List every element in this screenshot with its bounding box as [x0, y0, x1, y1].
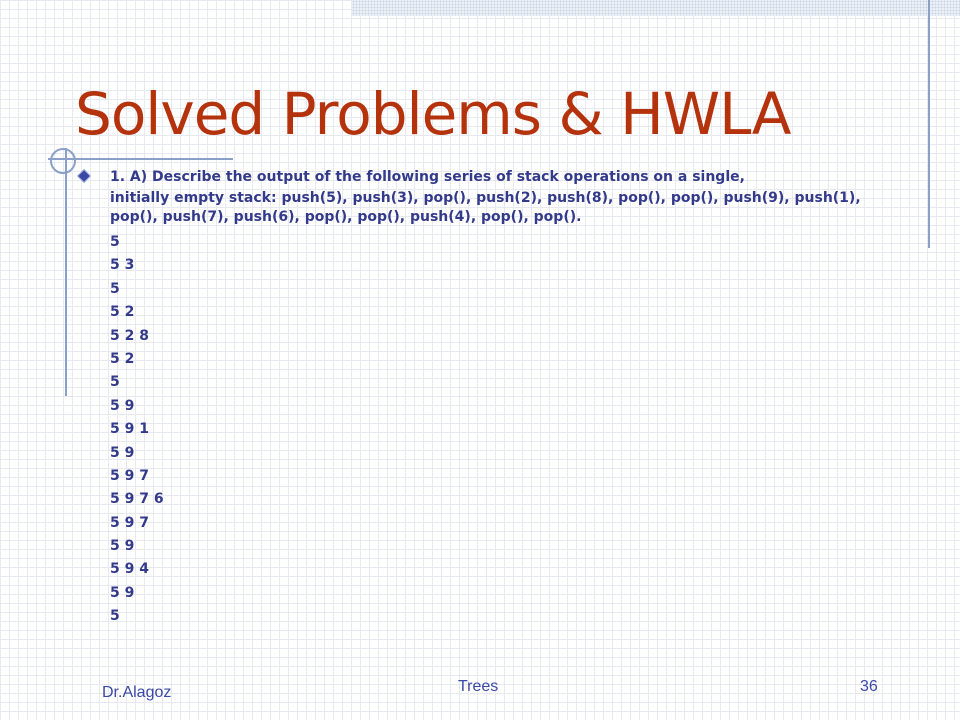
stack-state: 5 [110, 280, 120, 297]
stack-state: 5 9 [110, 584, 135, 601]
slide-body [80, 168, 880, 629]
stack-state: 5 9 7 [110, 514, 149, 531]
stack-state: 5 9 1 [110, 421, 149, 438]
stack-state: 5 [110, 234, 120, 250]
stack-state: 5 9 7 6 [110, 491, 164, 508]
question-block [80, 168, 880, 227]
diamond-bullet-icon [78, 170, 89, 181]
stack-state: 5 9 4 [110, 561, 149, 578]
stack-states-list [110, 231, 880, 629]
stack-state: 5 2 [110, 304, 135, 321]
stack-state: 5 2 8 [110, 327, 149, 344]
slide-title: Solved Problems & HWLA [75, 80, 791, 148]
stack-state: 5 9 [110, 538, 135, 555]
stack-state: 5 [110, 374, 120, 391]
decor-vertical-line-right [928, 0, 930, 248]
corner-pattern [352, 0, 960, 16]
footer-topic: Trees [458, 678, 499, 695]
question-line-2: initially empty stack: push(5), push(3), pop(), push(2), push(8), pop(), pop(), push(9), push(1), pop(), push(7), push(6), pop(), pop(), push(4), pop(), pop(). [110, 190, 861, 225]
stack-state: 5 2 [110, 350, 135, 367]
page-number: 36 [860, 678, 878, 695]
stack-state: 5 9 [110, 397, 135, 414]
stack-state: 5 [110, 608, 120, 625]
stack-state: 5 9 [110, 444, 135, 461]
footer-author: Dr.Alagoz [102, 684, 172, 701]
question-line-1: 1. A) Describe the output of the following series of stack operations on a single, [110, 169, 745, 185]
stack-state: 5 3 [110, 257, 135, 274]
decor-ring [50, 148, 76, 174]
decor-vertical-line-left [65, 148, 67, 396]
stack-state: 5 9 7 [110, 467, 149, 484]
